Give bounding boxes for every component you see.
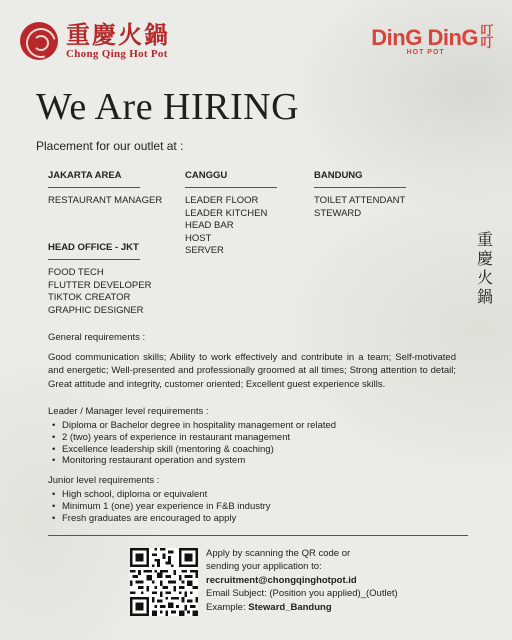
dingding-chinese: 叮叮 bbox=[480, 24, 494, 51]
vertical-char: 火 bbox=[476, 268, 493, 287]
role-item: LEADER KITCHEN bbox=[185, 207, 268, 219]
leader-requirements-title: Leader / Manager level requirements : bbox=[48, 406, 209, 417]
apply-line-2: sending your application to: bbox=[206, 561, 322, 573]
divider bbox=[48, 535, 468, 536]
location-jakarta bbox=[48, 170, 162, 208]
apply-example-value: Steward_Bandung bbox=[248, 601, 332, 613]
requirement-item: • Excellence leadership skill (mentoring & coaching) bbox=[48, 444, 336, 456]
requirement-item: • Fresh graduates are encouraged to apply bbox=[48, 513, 271, 525]
role-item: FLUTTER DEVELOPER bbox=[48, 279, 152, 291]
page-title: We Are HIRING bbox=[36, 86, 300, 128]
dingding-name: DinG DinG bbox=[371, 25, 478, 50]
vertical-char: 鍋 bbox=[476, 287, 493, 306]
apply-example-label: Example: bbox=[206, 601, 249, 613]
requirement-item: • Diploma or Bachelor degree in hospitality management or related bbox=[48, 420, 336, 432]
junior-requirements bbox=[48, 475, 271, 524]
role-item: FOOD TECH bbox=[48, 267, 104, 278]
requirement-item: • 2 (two) years of experience in restaurant management bbox=[48, 432, 336, 444]
brand-chinese-name: 重慶火鍋 bbox=[66, 20, 170, 49]
general-requirements-text: Good communication skills; Ability to work effectively and contribute in a team; Self-motivated and energetic; Well-presented and professionally groomed at all times; Strong attention to detail; Great attitude and integrity, customer oriented; Excellent guest experience skills. bbox=[48, 352, 456, 390]
role-item: TIKTOK CREATOR bbox=[48, 292, 131, 303]
role-item: HEAD BAR bbox=[185, 220, 234, 231]
apply-email-link[interactable]: recruitment@chongqinghotpot.id bbox=[206, 574, 357, 586]
role-item: SERVER bbox=[185, 245, 224, 256]
location-title: CANGGU bbox=[185, 170, 277, 188]
location-title: BANDUNG bbox=[314, 170, 406, 188]
general-requirements-title: General requirements : bbox=[48, 332, 146, 343]
dingding-logo bbox=[371, 26, 494, 56]
role-item: GRAPHIC DESIGNER bbox=[48, 304, 144, 316]
vertical-brand-text bbox=[475, 230, 495, 306]
role-item: LEADER FLOOR bbox=[185, 195, 259, 206]
requirement-item: • Monitoring restaurant operation and system bbox=[48, 455, 336, 467]
role-item: STEWARD bbox=[314, 207, 362, 219]
vertical-char: 重 bbox=[476, 230, 493, 249]
apply-instructions bbox=[206, 547, 398, 614]
brand-english-name: Chong Qing Hot Pot bbox=[66, 48, 168, 60]
location-title: JAKARTA AREA bbox=[48, 170, 140, 188]
placement-intro: Placement for our outlet at : bbox=[36, 139, 184, 153]
vertical-char: 慶 bbox=[476, 249, 493, 268]
location-head-office bbox=[48, 242, 151, 317]
location-canggu bbox=[185, 170, 277, 258]
junior-requirements-title: Junior level requirements : bbox=[48, 475, 160, 486]
apply-example bbox=[206, 601, 398, 614]
role-item: TOILET ATTENDANT bbox=[314, 195, 406, 206]
apply-line-1: Apply by scanning the QR code or bbox=[206, 548, 351, 559]
requirement-item: • Minimum 1 (one) year experience in F&B industry bbox=[48, 501, 271, 513]
dingding-subtitle: HOT POT bbox=[406, 49, 445, 56]
general-requirements bbox=[48, 332, 456, 391]
chong-qing-logo bbox=[20, 22, 170, 60]
chong-qing-logo-icon bbox=[20, 22, 58, 60]
role-item: RESTAURANT MANAGER bbox=[48, 195, 163, 206]
qr-code-icon[interactable] bbox=[130, 548, 198, 616]
apply-subject: Email Subject: (Position you applied)_(Outlet) bbox=[206, 588, 398, 600]
requirement-item: • High school, diploma or equivalent bbox=[48, 489, 271, 501]
location-title: HEAD OFFICE - JKT bbox=[48, 242, 140, 260]
location-bandung bbox=[314, 170, 406, 220]
leader-requirements bbox=[48, 406, 336, 467]
role-item: HOST bbox=[185, 232, 212, 244]
